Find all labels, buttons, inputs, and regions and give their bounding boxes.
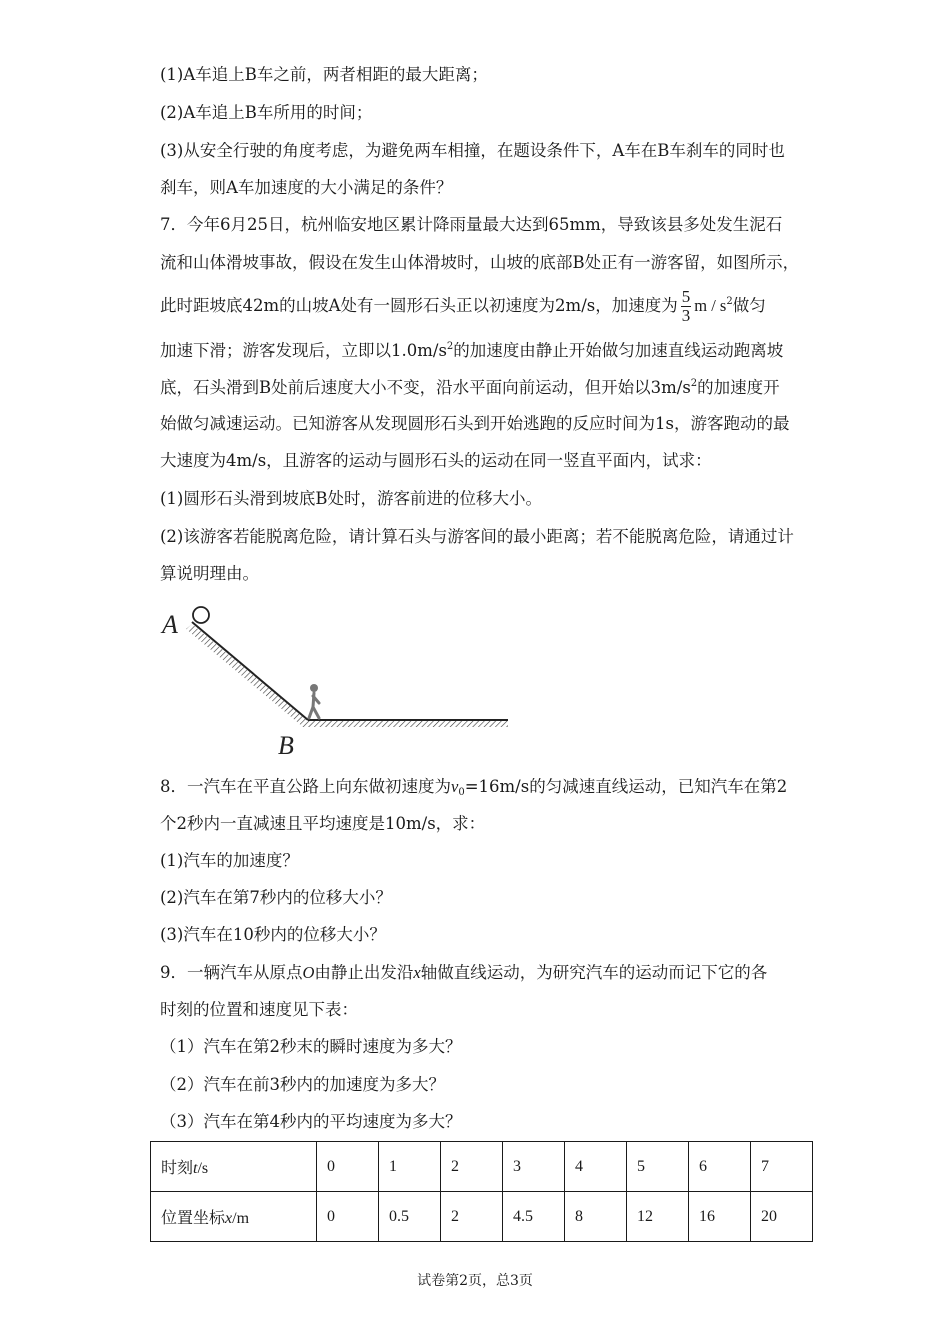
- table-cell: 20: [751, 1192, 813, 1242]
- q8-sub-3: (3)汽车在10秒内的位移大小？: [160, 925, 386, 944]
- table-cell: 3: [503, 1142, 565, 1192]
- table-cell: 5: [627, 1142, 689, 1192]
- q9-line-1-pre: 9．一辆汽车从原点: [160, 963, 303, 982]
- slope-line: [192, 622, 308, 720]
- table-cell: 2: [441, 1192, 503, 1242]
- table-cell: 4: [565, 1142, 627, 1192]
- unit-exponent: 2: [726, 296, 733, 307]
- axis-symbol: x: [413, 963, 421, 982]
- origin-symbol: O: [302, 963, 315, 982]
- table-cell: 0.5: [379, 1192, 441, 1242]
- q8-line-2: 个2秒内一直减速且平均速度是10m/s，求：: [160, 814, 486, 833]
- q7-line-4-pre: 加速下滑；游客发现后，立即以1.0m/s: [160, 341, 447, 360]
- q7-line-7: 大速度为4m/s，且游客的运动与圆形石头的运动在同一竖直平面内，试求：: [160, 451, 712, 470]
- page-footer: 试卷第2页，总3页: [417, 1273, 533, 1289]
- q7-line-3-end: 做匀: [732, 296, 766, 315]
- q8-sub-1: (1)汽车的加速度？: [160, 851, 299, 870]
- q8-sub-2: (2)汽车在第7秒内的位移大小？: [160, 888, 392, 907]
- position-symbol: x: [225, 1210, 233, 1227]
- time-symbol: t: [193, 1160, 198, 1177]
- q7-line-1: 7．今年6月25日，杭州临安地区累计降雨量最大达到65mm，导致该县多处发生泥石: [160, 215, 783, 234]
- q7-sub-2-line1: (2)该游客若能脱离危险，请计算石头与游客间的最小距离；若不能脱离危险，请通过计: [160, 527, 794, 546]
- q7-line-4: [160, 341, 783, 361]
- row-header-time: [151, 1142, 317, 1192]
- table-cell: 7: [751, 1142, 813, 1192]
- table-cell: 2: [441, 1142, 503, 1192]
- q9-line-1-mid: 由静止出发沿: [314, 963, 414, 982]
- q9-line-2: 时刻的位置和速度见下表：: [160, 1000, 358, 1019]
- table-row-time: [151, 1142, 813, 1192]
- table-cell: 6: [689, 1142, 751, 1192]
- q9-sub-3: （3）汽车在第4秒内的平均速度为多大？: [160, 1112, 462, 1131]
- q6-sub-1: (1)A车追上B车之前，两者相距的最大距离；: [160, 65, 488, 84]
- q7-sub-2-line2: 算说明理由。: [160, 564, 259, 583]
- q7-line-3: [160, 288, 766, 325]
- slope-hatching: [186, 624, 308, 726]
- point-b-label: B: [278, 731, 294, 760]
- unit-exponent: 2: [690, 378, 698, 389]
- q6-sub-2: (2)A车追上B车所用的时间；: [160, 103, 373, 122]
- q9-sub-1: （1）汽车在第2秒末的瞬时速度为多大？: [160, 1037, 462, 1056]
- q7-line-4-post: 的加速度由静止开始做匀加速直线运动跑离坡: [453, 341, 784, 360]
- q7-line-3-text: 此时距坡底42m的山坡A处有一圆形石头正以初速度为2m/s，加速度为: [160, 296, 678, 315]
- q6-sub-3-line2: 刹车，则A车加速度的大小满足的条件？: [160, 178, 453, 197]
- acceleration-fraction: [681, 288, 692, 325]
- fraction-denominator: 3: [681, 306, 691, 325]
- row-header-text: 时刻: [161, 1160, 194, 1177]
- time-unit: /s: [197, 1160, 209, 1177]
- slope-diagram: [158, 600, 518, 760]
- q7-sub-1: (1)圆形石头滑到坡底B处时，游客前进的位移大小。: [160, 489, 542, 508]
- q8-line-1: [160, 777, 787, 797]
- table-cell: 0: [317, 1192, 379, 1242]
- table-cell: 12: [627, 1192, 689, 1242]
- table-cell: 16: [689, 1192, 751, 1242]
- q8-line-1-pre: 8．一汽车在平直公路上向东做初速度为: [160, 777, 451, 796]
- table-cell: 1: [379, 1142, 441, 1192]
- fraction-numerator: 5: [681, 287, 691, 306]
- rock-icon: [193, 607, 209, 623]
- q7-line-5-post: 的加速度开: [697, 378, 780, 397]
- initial-velocity-subscript: 0: [458, 787, 465, 798]
- table-row-position: [151, 1192, 813, 1242]
- motion-data-table: [150, 1141, 813, 1242]
- q9-sub-2: （2）汽车在前3秒内的加速度为多大？: [160, 1075, 445, 1094]
- row-header-text: 位置坐标: [161, 1210, 226, 1227]
- row-header-position: [151, 1192, 317, 1242]
- q7-line-2: 流和山体滑坡事故，假设在发生山体滑坡时，山坡的底部B处正有一游客留，如图所示，: [160, 253, 800, 272]
- acceleration-unit: m / s: [694, 296, 727, 315]
- table-cell: 0: [317, 1142, 379, 1192]
- q9-line-1: [160, 963, 767, 983]
- point-a-label: A: [162, 610, 178, 639]
- table-cell: 4.5: [503, 1192, 565, 1242]
- q9-line-1-post: 轴做直线运动，为研究汽车的运动而记下它的各: [420, 963, 768, 982]
- position-unit: /m: [232, 1210, 250, 1227]
- q8-line-1-post: =16m/s的匀减速直线运动，已知汽车在第2: [464, 777, 788, 796]
- initial-velocity-symbol: v: [451, 777, 459, 796]
- q7-line-5: [160, 378, 780, 398]
- q7-line-5-pre: 底，石头滑到B处前后速度大小不变，沿水平面向前运动，但开始以3m/s: [160, 378, 691, 397]
- q7-line-6: 始做匀减速运动。已知游客从发现圆形石头到开始逃跑的反应时间为1s，游客跑动的最: [160, 414, 790, 433]
- ground-hatching: [302, 721, 508, 727]
- unit-exponent: 2: [446, 341, 454, 352]
- person-icon: [309, 684, 319, 718]
- table-cell: 8: [565, 1192, 627, 1242]
- slope-diagram-svg: [158, 600, 518, 760]
- q6-sub-3-line1: (3)从安全行驶的角度考虑，为避免两车相撞，在题设条件下，A车在B车刹车的同时也: [160, 141, 785, 160]
